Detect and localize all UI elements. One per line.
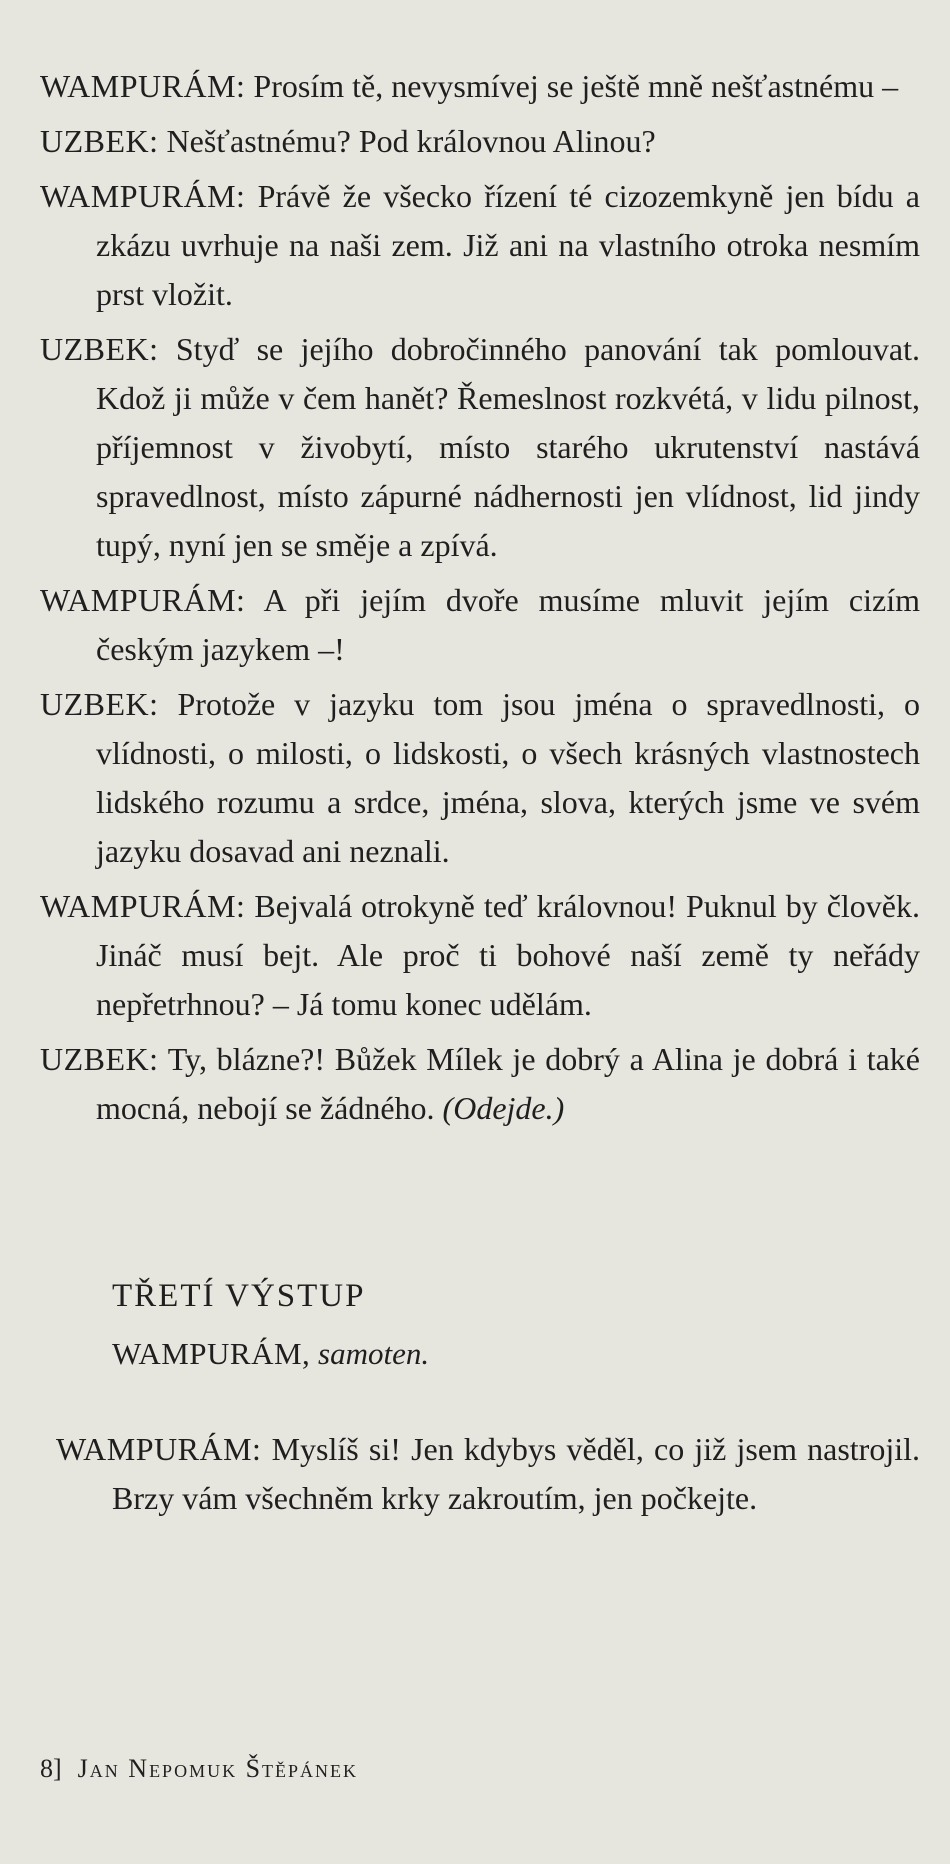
stage-direction: (Odejde.) — [442, 1090, 565, 1126]
speaker-name: WAMPURÁM: — [56, 1431, 262, 1467]
speech-line — [40, 117, 920, 166]
speaker-name: WAMPURÁM: — [40, 582, 246, 618]
scene-heading: TŘETÍ VÝSTUP — [112, 1278, 366, 1314]
speech-line — [40, 680, 920, 876]
speech-text: Ty, blázne?! Bůžek Mílek je dobrý a Alina je dobrá i také mocná, nebojí se žádného. — [96, 1041, 920, 1126]
speaker-name: UZBEK: — [40, 123, 159, 159]
speaker-name: UZBEK: — [40, 331, 159, 367]
speech-line — [40, 882, 920, 1029]
speaker-name: WAMPURÁM: — [40, 178, 246, 214]
speech-text: Bejvalá otrokyně teď královnou! Puknul by člověk. Jináč musí bejt. Ale proč ti bohové naší země ty neřády nepřetrhnou? – Já tomu konec udělám. — [96, 888, 920, 1022]
speech-line — [40, 1035, 920, 1133]
speech-line — [40, 325, 920, 570]
speech-text: Protože v jazyku tom jsou jména o spravedlnosti, o vlídnosti, o milosti, o lidskosti, o všech krásných vlastnostech lidského rozumu a srdce, jména, slova, kterých jsme ve svém jazyku dosavad ani neznali. — [96, 686, 920, 869]
speech-line — [40, 172, 920, 319]
page-number: 8] — [40, 1754, 62, 1783]
speaker-name: UZBEK: — [40, 1041, 159, 1077]
author-name: Jan Nepomuk Štěpánek — [77, 1754, 359, 1783]
speech-text: Styď se jejího dobročinného panování tak pomlouvat. Kdož ji může v čem hanět? Řemeslnost rozkvétá, v lidu pilnost, příjemnost v živobytí, místo starého ukrutenství nastává spravedlnost, místo zápurné nádhernosti jen vlídnost, lid jindy tupý, nyní jen se směje a zpívá. — [96, 331, 920, 563]
scene-cast — [112, 1336, 429, 1372]
speech-text: Myslíš si! Jen kdybys věděl, co již jsem nastrojil. Brzy vám všechněm krky zakroutím, jen počkejte. — [112, 1431, 920, 1516]
scene-cast-name: WAMPURÁM, — [112, 1336, 311, 1371]
speech-line — [56, 1425, 920, 1523]
dialogue-block-2 — [56, 1425, 920, 1529]
dialogue-block — [40, 62, 920, 1139]
speech-text: Nešťastnému? Pod královnou Alinou? — [158, 123, 656, 159]
speaker-name: WAMPURÁM: — [40, 68, 246, 104]
speech-line — [40, 576, 920, 674]
speech-line — [40, 62, 920, 111]
page-footer — [40, 1754, 358, 1784]
speech-text: Prosím tě, nevysmívej se ještě mně nešťastnému – — [245, 68, 899, 104]
speech-text: A při jejím dvoře musíme mluvit jejím cizím českým jazykem –! — [96, 582, 920, 667]
scene-cast-note: samoten. — [310, 1336, 430, 1371]
speaker-name: WAMPURÁM: — [40, 888, 246, 924]
speech-text: Právě že všecko řízení té cizozemkyně jen bídu a zkázu uvrhuje na naši zem. Již ani na vlastního otroka nesmím prst vložit. — [96, 178, 920, 312]
speaker-name: UZBEK: — [40, 686, 159, 722]
